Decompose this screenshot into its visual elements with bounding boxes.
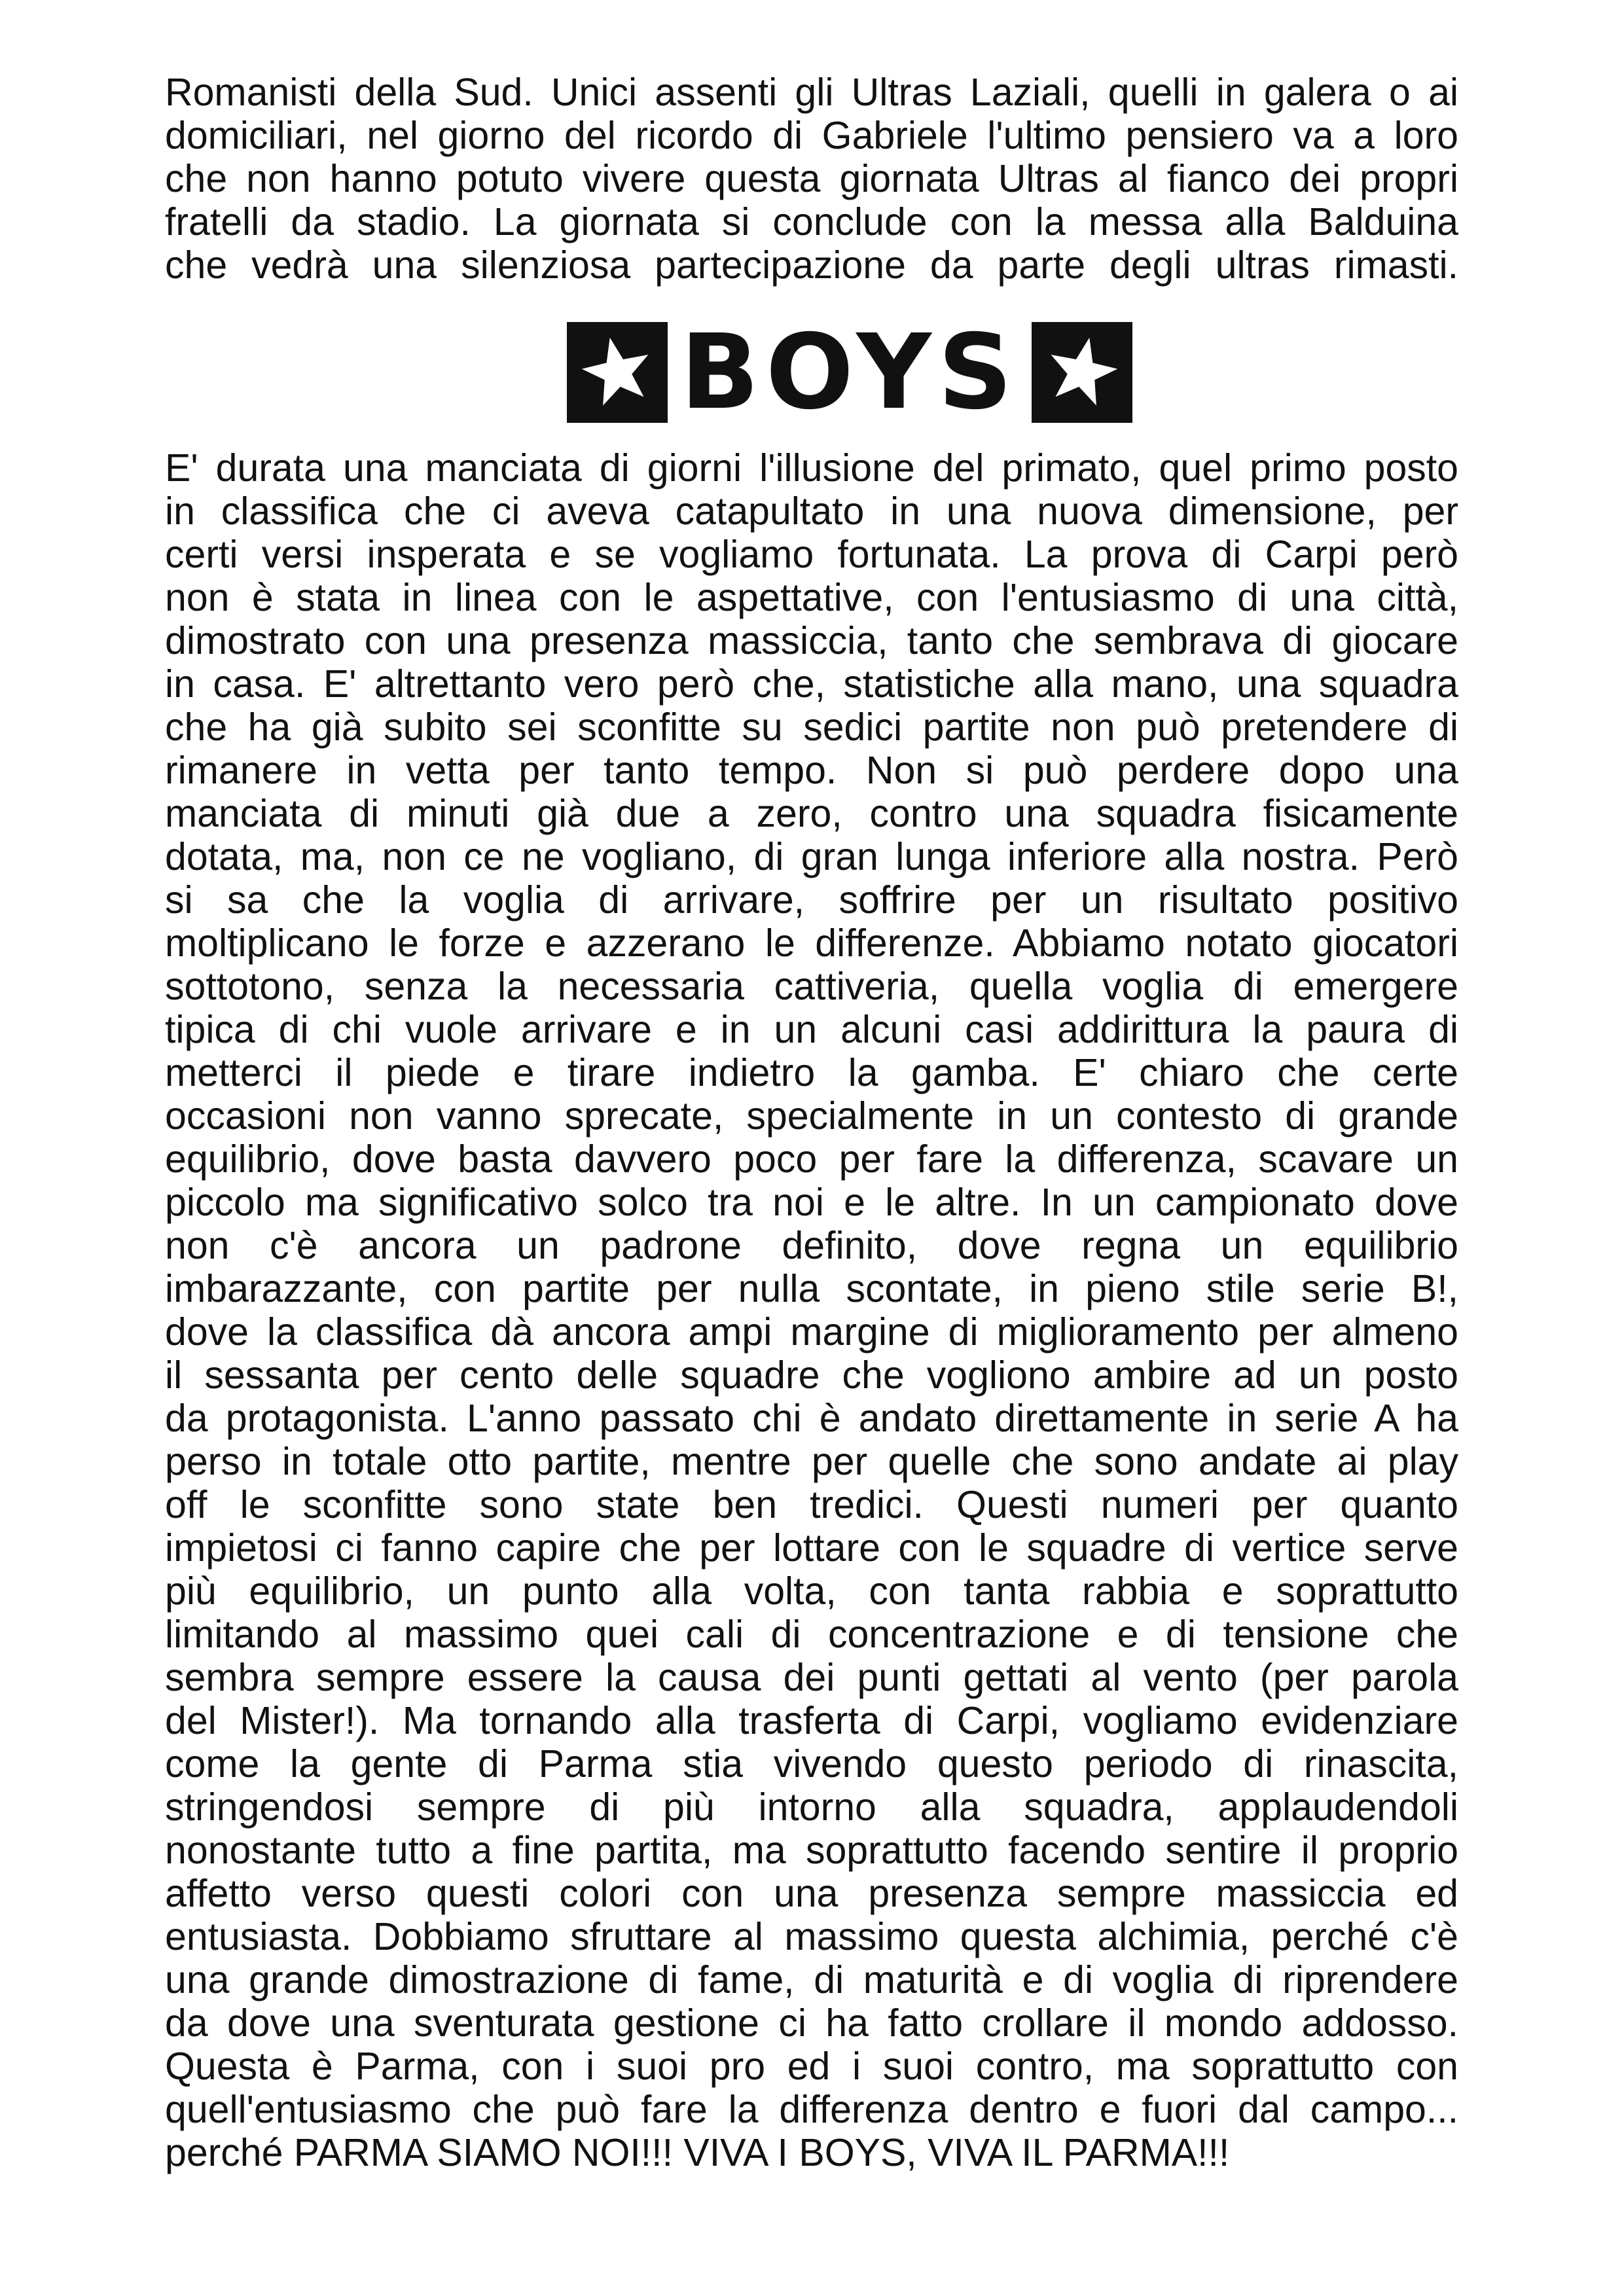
- text-line: dotata, ma, non ce ne vogliano, di gran lunga inferiore alla nostra. Però: [165, 835, 1458, 878]
- text-line: Romanisti della Sud. Unici assenti gli Ultras Laziali, quelli in galera o ai: [165, 71, 1458, 114]
- star-icon: [1032, 322, 1132, 423]
- text-line: entusiasta. Dobbiamo sfruttare al massimo questa alchimia, perché c'è: [165, 1915, 1458, 1958]
- text-line: sembra sempre essere la causa dei punti gettati al vento (per parola: [165, 1656, 1458, 1699]
- text-line: stringendosi sempre di più intorno alla squadra, applaudendoli: [165, 1785, 1458, 1829]
- intro-paragraph: [165, 71, 1458, 287]
- text-line: più equilibrio, un punto alla volta, con tanta rabbia e soprattutto: [165, 1570, 1458, 1613]
- text-line: manciata di minuti già due a zero, contro una squadra fisicamente: [165, 792, 1458, 835]
- text-line: rimanere in vetta per tanto tempo. Non si può perdere dopo una: [165, 749, 1458, 792]
- text-line: tipica di chi vuole arrivare e in un alcuni casi addirittura la paura di: [165, 1008, 1458, 1051]
- text-line: che ha già subito sei sconfitte su sedici partite non può pretendere di: [165, 706, 1458, 749]
- text-line: piccolo ma significativo solco tra noi e le altre. In un campionato dove: [165, 1181, 1458, 1224]
- text-line: certi versi insperata e se vogliamo fortunata. La prova di Carpi però: [165, 533, 1458, 576]
- text-line: in casa. E' altrettanto vero però che, statistiche alla mano, una squadra: [165, 662, 1458, 706]
- text-line: da dove una sventurata gestione ci ha fatto crollare il mondo addosso.: [165, 2001, 1458, 2045]
- text-line: dove la classifica dà ancora ampi margine di miglioramento per almeno: [165, 1310, 1458, 1354]
- text-line: occasioni non vanno sprecate, specialmente in un contesto di grande: [165, 1094, 1458, 1138]
- text-line: come la gente di Parma stia vivendo questo periodo di rinascita,: [165, 1742, 1458, 1785]
- text-line: non c'è ancora un padrone definito, dove regna un equilibrio: [165, 1224, 1458, 1267]
- text-line: che non hanno potuto vivere questa giornata Ultras al fianco dei propri: [165, 157, 1458, 200]
- text-line: affetto verso questi colori con una presenza sempre massiccia ed: [165, 1872, 1458, 1915]
- text-line: in classifica che ci aveva catapultato in una nuova dimensione, per: [165, 490, 1458, 533]
- main-paragraph: [165, 446, 1458, 2174]
- text-line: limitando al massimo quei cali di concentrazione e di tensione che: [165, 1613, 1458, 1656]
- logo-wordmark: BOYS: [680, 312, 1019, 433]
- text-line: sottotono, senza la necessaria cattiveria, quella voglia di emergere: [165, 965, 1458, 1008]
- text-line: impietosi ci fanno capire che per lottare con le squadre di vertice serve: [165, 1526, 1458, 1570]
- text-line: off le sconfitte sono state ben tredici. Questi numeri per quanto: [165, 1483, 1458, 1526]
- text-line: metterci il piede e tirare indietro la gamba. E' chiaro che certe: [165, 1051, 1458, 1094]
- text-line: imbarazzante, con partite per nulla scontate, in pieno stile serie B!,: [165, 1267, 1458, 1310]
- text-line: da protagonista. L'anno passato chi è andato direttamente in serie A ha: [165, 1397, 1458, 1440]
- text-line: perché PARMA SIAMO NOI!!! VIVA I BOYS, VIVA IL PARMA!!!: [165, 2131, 1230, 2174]
- text-line: il sessanta per cento delle squadre che vogliono ambire ad un posto: [165, 1354, 1458, 1397]
- star-icon: [567, 322, 668, 423]
- text-line: che vedrà una silenziosa partecipazione da parte degli ultras rimasti.: [165, 243, 1458, 287]
- text-line: fratelli da stadio. La giornata si conclude con la messa alla Balduina: [165, 200, 1458, 243]
- text-line: Questa è Parma, con i suoi pro ed i suoi contro, ma soprattutto con: [165, 2045, 1458, 2088]
- text-line: una grande dimostrazione di fame, di maturità e di voglia di riprendere: [165, 1958, 1458, 2001]
- boys-logo: [567, 312, 1132, 433]
- text-line: moltiplicano le forze e azzerano le differenze. Abbiamo notato giocatori: [165, 922, 1458, 965]
- text-line: quell'entusiasmo che può fare la differenza dentro e fuori dal campo...: [165, 2088, 1458, 2131]
- text-line: equilibrio, dove basta davvero poco per fare la differenza, scavare un: [165, 1138, 1458, 1181]
- text-line: nonostante tutto a fine partita, ma soprattutto facendo sentire il proprio: [165, 1829, 1458, 1872]
- text-line: E' durata una manciata di giorni l'illusione del primato, quel primo posto: [165, 446, 1458, 490]
- text-line: domiciliari, nel giorno del ricordo di Gabriele l'ultimo pensiero va a loro: [165, 114, 1458, 157]
- text-line: si sa che la voglia di arrivare, soffrire per un risultato positivo: [165, 878, 1458, 922]
- text-line: perso in totale otto partite, mentre per quelle che sono andate ai play: [165, 1440, 1458, 1483]
- text-line: non è stata in linea con le aspettative, con l'entusiasmo di una città,: [165, 576, 1458, 619]
- text-line: del Mister!). Ma tornando alla trasferta di Carpi, vogliamo evidenziare: [165, 1699, 1458, 1742]
- text-line: dimostrato con una presenza massiccia, tanto che sembrava di giocare: [165, 619, 1458, 662]
